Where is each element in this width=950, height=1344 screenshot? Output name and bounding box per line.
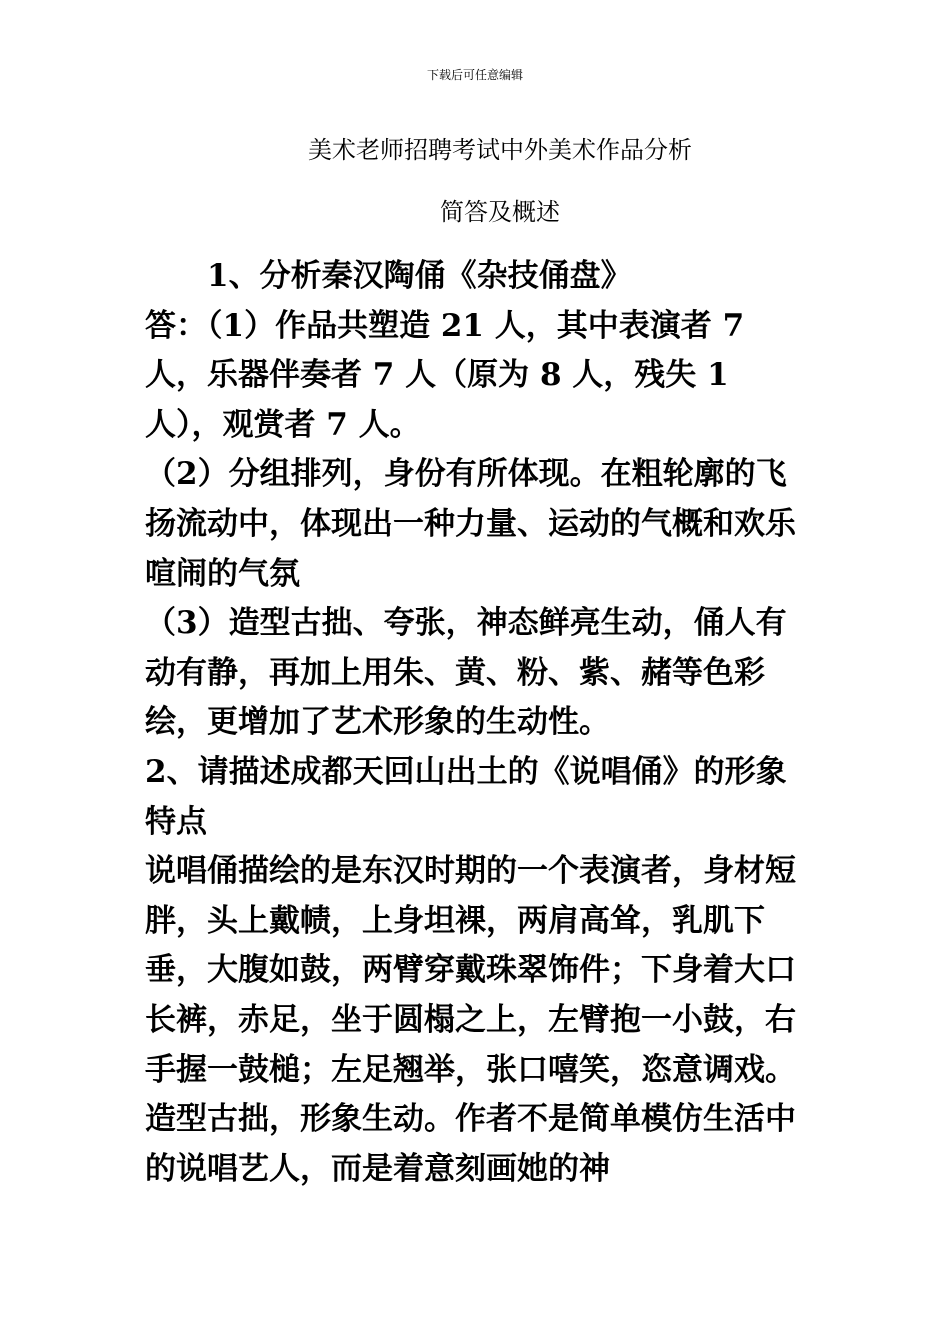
document-body	[145, 252, 813, 1194]
document-subtitle: 简答及概述	[440, 198, 560, 226]
header-note: 下载后可任意编辑	[426, 68, 523, 82]
question-2-title: 2、请描述成都天回山出土的《说唱俑》的形象特点	[145, 753, 787, 840]
document-title: 美术老师招聘考试中外美术作品分析	[308, 136, 692, 164]
question-2-answer: 说唱俑描绘的是东汉时期的一个表演者，身材短胖，头上戴帻，上身坦裸，两肩高耸，乳肌下垂，大腹如鼓，两臂穿戴珠翠饰件；下身着大口长裤，赤足，坐于圆榻之上，左臂抱一小鼓，右手握一鼓槌；左足翘举，张口嘻笑，恣意调戏。造型古拙，形象生动。作者不是简单模仿生活中的说唱艺人，而是着意刻画她的神	[145, 853, 796, 1187]
question-1-answer-3: （3）造型古拙、夸张，神态鲜亮生动，俑人有动有静，再加上用朱、黄、粉、紫、赭等色彩绘，更增加了艺术形象的生动性。	[145, 605, 787, 741]
question-1-answer-2: （2）分组排列，身份有所体现。在粗轮廓的飞扬流动中，体现出一种力量、运动的气概和欢乐喧闹的气氛	[145, 456, 796, 592]
question-1-title: 1、分析秦汉陶俑《杂技俑盘》	[207, 258, 632, 294]
question-1-answer-1: 答：（1）作品共塑造 21 人，其中表演者 7 人，乐器伴奏者 7 人（原为 8 人，残失 1 人），观赏者 7 人。	[145, 307, 745, 443]
